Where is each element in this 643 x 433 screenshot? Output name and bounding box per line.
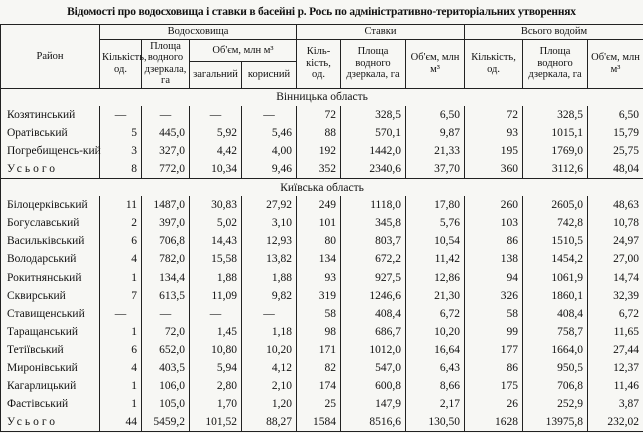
table-cell: 5,94 (190, 359, 242, 377)
table-row (1, 142, 643, 160)
table-cell: 352 (297, 160, 341, 179)
table-row (1, 232, 643, 250)
table-cell: 260 (465, 196, 523, 214)
header-total-water: Всього водойм (465, 25, 643, 40)
table-cell: 403,5 (142, 359, 190, 377)
district-name: Миронівський (1, 359, 100, 377)
table-row (1, 268, 643, 286)
table-cell: 6 (100, 232, 142, 250)
table-cell: 9,82 (242, 287, 297, 305)
table-cell: 1628 (465, 413, 523, 432)
table-cell: 101,52 (190, 413, 242, 432)
table-cell: 1860,1 (523, 287, 588, 305)
table-row (1, 305, 643, 323)
total-row (1, 160, 643, 179)
district-name: Таращанський (1, 323, 100, 341)
table-cell: 32,39 (588, 287, 643, 305)
table-cell: 672,2 (341, 250, 406, 268)
table-cell: — (100, 305, 142, 323)
table-cell: 1487,0 (142, 196, 190, 214)
table-cell: 803,7 (341, 232, 406, 250)
table-cell: 25,75 (588, 142, 643, 160)
table-cell: 5,92 (190, 124, 242, 142)
table-cell: 9,46 (242, 160, 297, 179)
table-cell: 782,0 (142, 250, 190, 268)
table-cell: 134 (297, 250, 341, 268)
district-name: Погребищенсь-кий (1, 142, 100, 160)
table-cell: 134,4 (142, 268, 190, 286)
table-cell: 44 (100, 413, 142, 432)
table-cell: 27,92 (242, 196, 297, 214)
header-reservoirs: Водосховища (100, 25, 297, 40)
district-name: Усього (1, 160, 100, 179)
table-cell: 98 (297, 323, 341, 341)
table-cell: 88 (297, 124, 341, 142)
table-cell: 174 (297, 377, 341, 395)
table-cell: 37,70 (406, 160, 465, 179)
table-cell: 1,70 (190, 395, 242, 413)
table-cell: 21,33 (406, 142, 465, 160)
table-cell: 3 (100, 142, 142, 160)
table-cell: 12,37 (588, 359, 643, 377)
table-cell: 10,20 (242, 341, 297, 359)
table-cell: 3112,6 (523, 160, 588, 179)
table-cell: 175 (465, 377, 523, 395)
table-cell: 652,0 (142, 341, 190, 359)
table-cell: 1,18 (242, 323, 297, 341)
table-cell: 9,87 (406, 124, 465, 142)
district-name: Сквирський (1, 287, 100, 305)
table-cell: 72 (465, 106, 523, 124)
header-count: Кіль-кість, од. (297, 39, 341, 88)
table-cell: 11 (100, 196, 142, 214)
table-cell: 1454,2 (523, 250, 588, 268)
table-cell: 1,45 (190, 323, 242, 341)
table-row (1, 250, 643, 268)
table-cell: 11,42 (406, 250, 465, 268)
table-cell: 5,46 (242, 124, 297, 142)
table-cell: 1510,5 (523, 232, 588, 250)
table-cell: 6,72 (588, 305, 643, 323)
table-cell: 106,0 (142, 377, 190, 395)
region-row (1, 88, 643, 106)
table-cell: 101 (297, 214, 341, 232)
table-cell: 2,17 (406, 395, 465, 413)
district-name: Фастівський (1, 395, 100, 413)
table-cell: 195 (465, 142, 523, 160)
table-cell: 328,5 (523, 106, 588, 124)
table-cell: 130,50 (406, 413, 465, 432)
district-name: Богуславський (1, 214, 100, 232)
table-row (1, 214, 643, 232)
table-cell: 1,88 (242, 268, 297, 286)
table-cell: 15,79 (588, 124, 643, 142)
table-cell: 7 (100, 287, 142, 305)
table-cell: 192 (297, 142, 341, 160)
table-cell: 4 (100, 250, 142, 268)
table-cell: 613,5 (142, 287, 190, 305)
table-cell: 6,50 (588, 106, 643, 124)
table-cell: 445,0 (142, 124, 190, 142)
district-name: Володарський (1, 250, 100, 268)
table-cell: 14,43 (190, 232, 242, 250)
table-cell: 1061,9 (523, 268, 588, 286)
table-cell: 6 (100, 341, 142, 359)
table-cell: 48,63 (588, 196, 643, 214)
table-cell: 82 (297, 359, 341, 377)
table-cell: 86 (465, 359, 523, 377)
district-name: Усього (1, 413, 100, 432)
district-name: Рокитнянський (1, 268, 100, 286)
table-cell: 950,5 (523, 359, 588, 377)
table-cell: — (242, 305, 297, 323)
table-cell: 24,97 (588, 232, 643, 250)
table-row (1, 323, 643, 341)
table-cell: 4,12 (242, 359, 297, 377)
district-name: Козятинський (1, 106, 100, 124)
table-cell: 99 (465, 323, 523, 341)
table-cell: 6,50 (406, 106, 465, 124)
table-cell: 8516,6 (341, 413, 406, 432)
table-cell: 3,87 (588, 395, 643, 413)
table-cell: 10,54 (406, 232, 465, 250)
table-cell: 4,00 (242, 142, 297, 160)
table-cell: 94 (465, 268, 523, 286)
table-row (1, 124, 643, 142)
header-count: Кількість, од. (100, 39, 142, 88)
table-cell: 72,0 (142, 323, 190, 341)
table-cell: 2 (100, 214, 142, 232)
table-cell: 742,8 (523, 214, 588, 232)
table-cell: 1118,0 (341, 196, 406, 214)
table-cell: 30,83 (190, 196, 242, 214)
region-row (1, 179, 643, 197)
table-cell: 2,80 (190, 377, 242, 395)
table-cell: 10,78 (588, 214, 643, 232)
table-row (1, 341, 643, 359)
table-cell: 14,74 (588, 268, 643, 286)
table-cell: 1,88 (190, 268, 242, 286)
table-cell: 26 (465, 395, 523, 413)
table-cell: 1442,0 (341, 142, 406, 160)
table-cell: 15,58 (190, 250, 242, 268)
table-cell: 1664,0 (523, 341, 588, 359)
table-cell: 5,02 (190, 214, 242, 232)
table-cell: 600,8 (341, 377, 406, 395)
table-cell: 5459,2 (142, 413, 190, 432)
table-cell: 177 (465, 341, 523, 359)
table-cell: 1 (100, 377, 142, 395)
table-cell: 6,72 (406, 305, 465, 323)
header-volume-total: загальний (190, 62, 242, 89)
table-header (1, 25, 643, 89)
table-cell: 319 (297, 287, 341, 305)
header-volume-useful: корисний (242, 62, 297, 89)
table-row (1, 395, 643, 413)
table-cell: 5 (100, 124, 142, 142)
table-cell: 249 (297, 196, 341, 214)
table-cell: 27,44 (588, 341, 643, 359)
table-cell: 4 (100, 359, 142, 377)
table-cell: 360 (465, 160, 523, 179)
table-cell: 16,64 (406, 341, 465, 359)
table-cell: 397,0 (142, 214, 190, 232)
table-cell: 2340,6 (341, 160, 406, 179)
district-name: Кагарлицький (1, 377, 100, 395)
header-area: Площа водного дзеркала, га (142, 39, 190, 88)
table-cell: 5,76 (406, 214, 465, 232)
table-cell: 4,42 (190, 142, 242, 160)
table-cell: — (100, 106, 142, 124)
table-cell: 147,9 (341, 395, 406, 413)
table-cell: 327,0 (142, 142, 190, 160)
table-cell: 138 (465, 250, 523, 268)
table-cell: 252,9 (523, 395, 588, 413)
district-name: Білоцерківський (1, 196, 100, 214)
table-cell: 2605,0 (523, 196, 588, 214)
table-cell: 58 (297, 305, 341, 323)
district-name: Васильківський (1, 232, 100, 250)
table-cell: 12,86 (406, 268, 465, 286)
table-cell: 772,0 (142, 160, 190, 179)
total-row (1, 413, 643, 432)
table-cell: — (190, 106, 242, 124)
table-cell: 93 (297, 268, 341, 286)
header-count: Кількість, од. (465, 39, 523, 88)
table-cell: 1 (100, 268, 142, 286)
table-cell: 6,43 (406, 359, 465, 377)
table-cell: 758,7 (523, 323, 588, 341)
table-cell: 326 (465, 287, 523, 305)
table-cell: 93 (465, 124, 523, 142)
table-cell: 1,20 (242, 395, 297, 413)
table-cell: 8 (100, 160, 142, 179)
table-cell: 547,0 (341, 359, 406, 377)
table-cell: 105,0 (142, 395, 190, 413)
table-row (1, 287, 643, 305)
table-cell: 11,46 (588, 377, 643, 395)
table-cell: 13975,8 (523, 413, 588, 432)
table-body (1, 88, 643, 432)
table-cell: 21,30 (406, 287, 465, 305)
table-cell: 328,5 (341, 106, 406, 124)
table-cell: 72 (297, 106, 341, 124)
table-cell: 1246,6 (341, 287, 406, 305)
table-cell: 13,82 (242, 250, 297, 268)
table-cell: — (142, 305, 190, 323)
table-cell: 2,10 (242, 377, 297, 395)
table-cell: 171 (297, 341, 341, 359)
table-cell: — (242, 106, 297, 124)
header-district: Район (1, 25, 100, 89)
table-cell: 706,8 (142, 232, 190, 250)
header-area: Площа водного дзеркала, га (523, 39, 588, 88)
header-volume: Об'єм, млн м³ (190, 39, 297, 62)
table-row (1, 359, 643, 377)
region-name: Вінницька область (1, 88, 643, 106)
table-cell: 232,02 (588, 413, 643, 432)
table-row (1, 106, 643, 124)
table-cell: 927,5 (341, 268, 406, 286)
table-cell: 570,1 (341, 124, 406, 142)
table-cell: 1 (100, 323, 142, 341)
table-cell: 1012,0 (341, 341, 406, 359)
table-cell: 1 (100, 395, 142, 413)
table-cell: 10,80 (190, 341, 242, 359)
header-volume: Об'єм, млн м³ (588, 39, 643, 88)
region-name: Київська область (1, 179, 643, 197)
header-volume: Об'єм, млн м³ (406, 39, 465, 88)
table-row (1, 377, 643, 395)
header-area: Площа водного дзеркала, га (341, 39, 406, 88)
table-cell: 10,20 (406, 323, 465, 341)
header-ponds: Ставки (297, 25, 465, 40)
table-cell: 80 (297, 232, 341, 250)
table-cell: 408,4 (523, 305, 588, 323)
table-cell: 3,10 (242, 214, 297, 232)
district-name: Оратівський (1, 124, 100, 142)
table-cell: 1769,0 (523, 142, 588, 160)
table-cell: 48,04 (588, 160, 643, 179)
table-cell: 17,80 (406, 196, 465, 214)
district-name: Ставищенський (1, 305, 100, 323)
table-cell: 10,34 (190, 160, 242, 179)
district-name: Тетіївський (1, 341, 100, 359)
table-cell: 88,27 (242, 413, 297, 432)
table-cell: 1015,1 (523, 124, 588, 142)
table-cell: 58 (465, 305, 523, 323)
table-cell: 8,66 (406, 377, 465, 395)
table-cell: 27,00 (588, 250, 643, 268)
table-row (1, 196, 643, 214)
table-cell: 25 (297, 395, 341, 413)
table-cell: — (142, 106, 190, 124)
table-cell: 706,8 (523, 377, 588, 395)
table-cell: 103 (465, 214, 523, 232)
reservoirs-table (0, 24, 643, 432)
table-cell: 86 (465, 232, 523, 250)
table-cell: 11,09 (190, 287, 242, 305)
table-cell: 686,7 (341, 323, 406, 341)
table-cell: 1584 (297, 413, 341, 432)
table-cell: 408,4 (341, 305, 406, 323)
table-cell: 11,65 (588, 323, 643, 341)
table-title: Відомості про водосховища і ставки в басейні р. Рось по адміністративно-територіальних утвореннях (67, 6, 576, 18)
table-cell: 12,93 (242, 232, 297, 250)
table-cell: — (190, 305, 242, 323)
table-cell: 345,8 (341, 214, 406, 232)
